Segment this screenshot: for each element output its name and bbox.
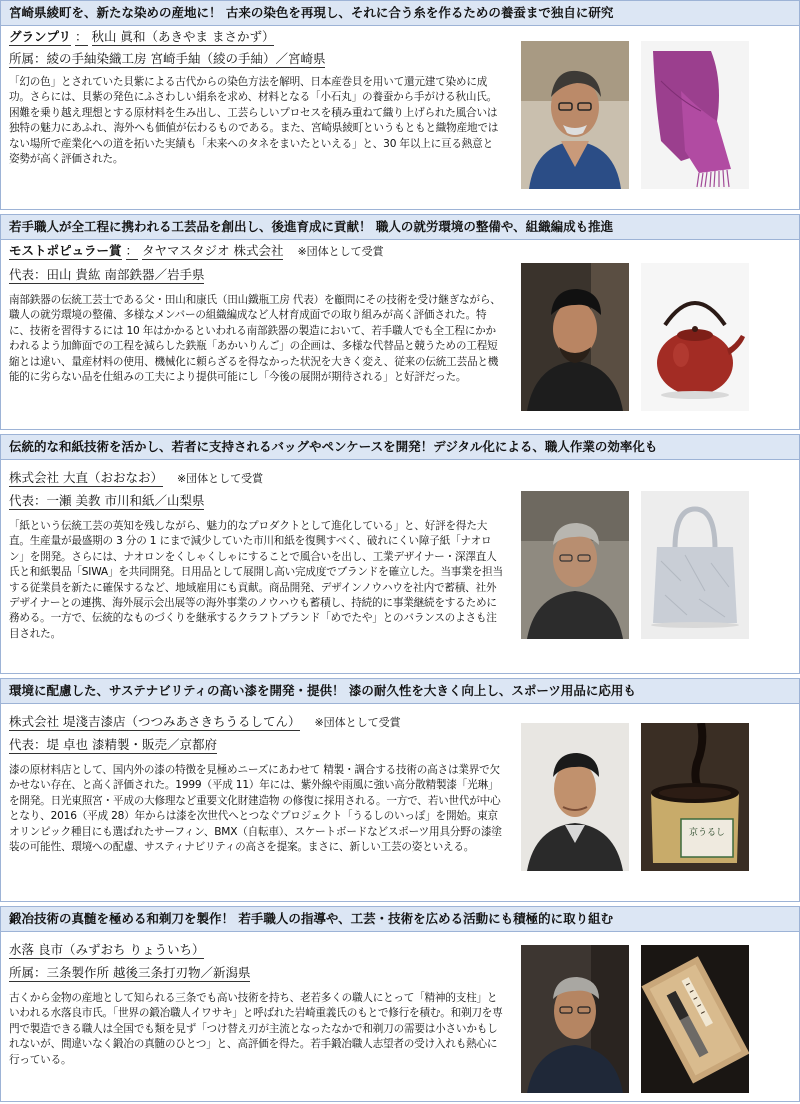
section-headline: 環境に配慮した、サステナビリティの高い漆を開発・提供！ 漆の耐久性を大きく向上し、スポーツ用品に応用も (1, 679, 799, 704)
recipient-name: タヤマスタジオ 株式会社 (142, 243, 284, 258)
award-separator: ： (125, 243, 139, 258)
description: 漆の原材料店として、国内外の漆の特徴を見極めニーズにあわせて 精製・調合する技術の高さは業界で欠かせない存在、と高く評価された。1999（平成 11）年には、紫外線や雨風に強い高分散精製漆「光琳」を開発。日光東照宮・平成の大修理など重要文化財建造物 の修復に採用される。一方で、若い世代が中心となり、2016（平成 28）年からは漆を次世代へとつなぐプロジェクト「うるしのいっぽ」を開始。東京オリンピック種目にも選ばれたサーフィン、BMX（自転車）、スケートボードなどスポーツ用具分野の漆塗装の可能性、環境への配慮、サスティナビリティの高さを提案。まさに、新しい工芸の姿といえる。 (9, 764, 502, 854)
affiliation-line (9, 266, 204, 284)
affiliation: 代表：堤 卓也 漆精製・販売／京都府 (9, 737, 217, 752)
affiliation-line (9, 736, 217, 754)
section-headline: 宮崎県綾町を、新たな染めの産地に！ 古来の染色を再現し、それに合う糸を作るための養蚕まで独自に研究 (1, 1, 799, 26)
gray-paper-bag-photo (641, 491, 749, 639)
award-label: 株式会社 堤淺吉漆店（つつみあさきちうるしてん） (9, 714, 301, 729)
section-headline: 鍛冶技術の真髄を極める和剃刀を製作！ 若手職人の指導や、工芸・技術を広める活動にも積極的に取り組む (1, 907, 799, 932)
portrait-photo (521, 263, 629, 411)
affiliation-line (9, 964, 250, 982)
group-award-note: ※団体として受賞 (176, 472, 264, 485)
portrait-photo (521, 945, 629, 1093)
razor-in-box-photo (641, 945, 749, 1093)
affiliation-line (9, 492, 204, 510)
jar-label-text: 京うるし (688, 828, 726, 838)
award-line (9, 713, 401, 732)
award-section-1 (0, 0, 800, 210)
award-separator: ： (75, 29, 88, 44)
affiliation: 代表：一瀬 美教 市川和紙／山梨県 (9, 493, 205, 508)
award-label: 株式会社 大直（おおなお） (9, 470, 163, 485)
portrait-photo (521, 491, 629, 639)
group-award-note: ※団体として受賞 (314, 716, 401, 729)
award-line (9, 469, 263, 488)
award-line (9, 28, 274, 46)
portrait-photo (521, 41, 629, 189)
award-label: グランプリ (9, 29, 72, 44)
award-section-4 (0, 678, 800, 902)
description: 「紙という伝統工芸の英知を残しながら、魅力的なプロダクトとして進化している」と、好評を得た大直。生産量が最盛期の 3 分の 1 にまで減少していた市川和紙を復興すべく、破れにくい障子紙「ナオロン」を開発。さらには、ナオロンをくしゃくしゃにすることで風合いを出し、工業デザイナー・深澤直人氏と和紙製品「SIWA」を共同開発。日用品として展開し高い完成度でブランドを確立した。当事業を担当する従業員を新たに確保するなど、地域雇用にも貢献。商品開発、デザインノウハウを社内で蓄積、社外デザイナーとの連携、海外展示会出展等の海外事業のノウハウも蓄積し、持続的に事業継続をするために務める。一方で、伝統的なものづくりを継承するクラフトブランド「めでたや」とのバランスのよさも注目された。 (9, 520, 503, 640)
award-line (9, 242, 384, 261)
description: 「幻の色」とされていた貝紫による古代からの染色方法を解明、日本産巻貝を用いて還元建て染めに成功。さらには、貝紫の発色にふさわしい絹糸を求め、材料となる「小石丸」の養蚕から手がける秋山氏。困難を乗り越え理想とする原材料を生み出し、工芸らしいプロセスを積み重ねて織り上げられた風合いは独特の魅力にあふれ、海外へも価値が伝わるものである。また、宮崎県綾町というもともと織物産地ではない場所で産業化への道を拓いた実績も「未来へのタネをまいたといえる」と、30 年以上に亘る熱意と姿勢が高く評価された。 (9, 76, 499, 166)
award-section-5 (0, 906, 800, 1102)
section-headline: 若手職人が全工程に携われる工芸品を創出し、後進育成に貢献！ 職人の就労環境の整備や、組織編成も推進 (1, 215, 799, 240)
affiliation-line (9, 50, 325, 68)
award-line (9, 941, 204, 959)
red-iron-kettle-photo (641, 263, 749, 411)
award-section-3 (0, 434, 800, 674)
recipient-name: 秋山 眞和（あきやま まさかず） (91, 29, 275, 44)
portrait-photo (521, 723, 629, 871)
award-section-2 (0, 214, 800, 430)
award-label: モストポピュラー賞 (9, 243, 122, 258)
description: 古くから金物の産地として知られる三条でも高い技術を持ち、老若多くの職人にとって「精神的支柱」といわれる水落良市氏。「世界の鍛冶職人イワサキ」と呼ばれた岩崎重義氏のもとで修行を積む。和剃刀を専門で製造できる職人は全国でも類を見ず「つけ替え刃が主流となったなかで和剃刀の需要は小さいかもしれないが、間違いなく鍛冶の真髄のひとつ」と、高評価を得た。若手鍛冶職人志望者の受け入れも熱心に行っている。 (9, 992, 503, 1066)
award-label: 水落 良市（みずおち りょういち） (9, 942, 205, 957)
description: 南部鉄器の伝統工芸士である父・田山和康氏（田山鐵瓶工房 代表）を顧問にその技術を受け継ぎながら、職人の就労環境の整備、多様なメンバーの組織編成など人材育成面での取り組みが高く評価された。特に、技術を習得するには 10 年はかかるといわれる南部鉄器の製造において、若手職人でも全工程にかかわれるよう加飾面での工程を減らした鉄瓶「あかいりんご」の企画は、多様な代替品と競うための工程短縮とは違い、量産材料の使用、機械化に頼らざるを得なかった状況を大きく変え、従来の伝統工芸品と機能的に劣らない品を仕組みの工夫により提供可能にし「今後の展開が期待される」と好評だった。 (9, 294, 501, 384)
affiliation: 所属：綾の手紬染織工房 宮崎手紬（綾の手紬）／宮崎県 (9, 51, 326, 66)
affiliation: 代表：田山 貴紘 南部鉄器／岩手県 (9, 267, 205, 282)
purple-silk-scarf-photo (641, 41, 749, 189)
affiliation: 所属：三条製作所 越後三条打刃物／新潟県 (9, 965, 251, 980)
lacquer-jar-photo (641, 723, 749, 871)
section-headline: 伝統的な和紙技術を活かし、若者に支持されるバッグやペンケースを開発！デジタル化による、職人作業の効率化も (1, 435, 799, 460)
group-award-note: ※団体として受賞 (297, 245, 384, 258)
